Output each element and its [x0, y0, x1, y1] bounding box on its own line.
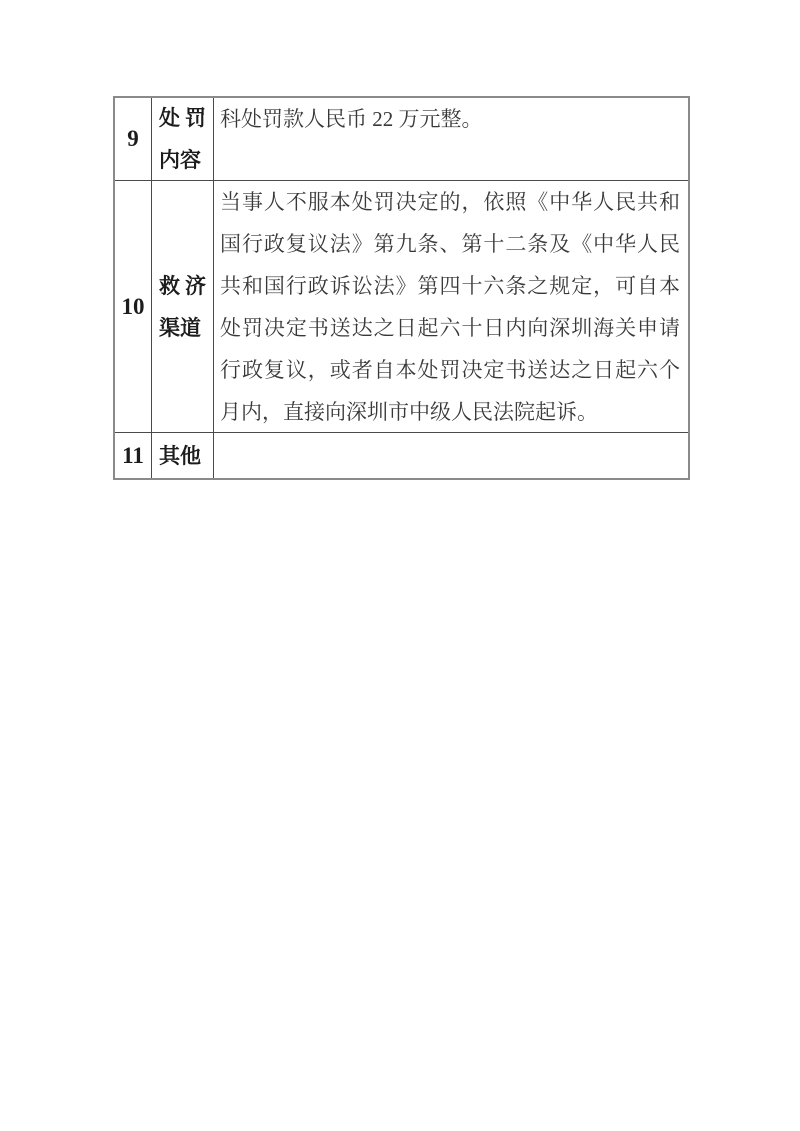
text-line: 救济 [159, 273, 206, 298]
row-10-label-cell [152, 181, 214, 433]
text-line: 渠道 [159, 315, 201, 340]
row-10-content-cell [214, 181, 688, 433]
text-line: 内容 [159, 148, 201, 172]
row-9-content-cell [214, 98, 688, 181]
text-line: 处罚 [159, 106, 206, 130]
row-number: 9 [127, 126, 139, 151]
row-number: 10 [121, 293, 145, 319]
row-number: 11 [122, 442, 144, 468]
text-line: 国行政复议法》第九条、第十二条及《中华人民 [220, 232, 680, 256]
text-line: 当事人不服本处罚决定的，依照《中华人民共和 [220, 190, 680, 214]
penalty-decision-table [113, 96, 690, 480]
text-line: 其他 [159, 443, 201, 468]
text-line: 处罚决定书送达之日起六十日内向深圳海关申请 [220, 316, 680, 340]
row-9-number-cell [115, 98, 152, 181]
text-line: 科处罚款人民币 22 万元整。 [220, 107, 483, 131]
text-line: 行政复议，或者自本处罚决定书送达之日起六个 [220, 358, 680, 382]
text-line: 月内，直接向深圳市中级人民法院起诉。 [220, 400, 598, 424]
row-11-label-cell [152, 433, 214, 478]
text-line: 共和国行政诉讼法》第四十六条之规定，可自本 [220, 274, 680, 298]
row-9-label-cell [152, 98, 214, 181]
row-11-content-cell [214, 433, 688, 478]
row-10-number-cell [115, 181, 152, 433]
row-11-number-cell [115, 433, 152, 478]
